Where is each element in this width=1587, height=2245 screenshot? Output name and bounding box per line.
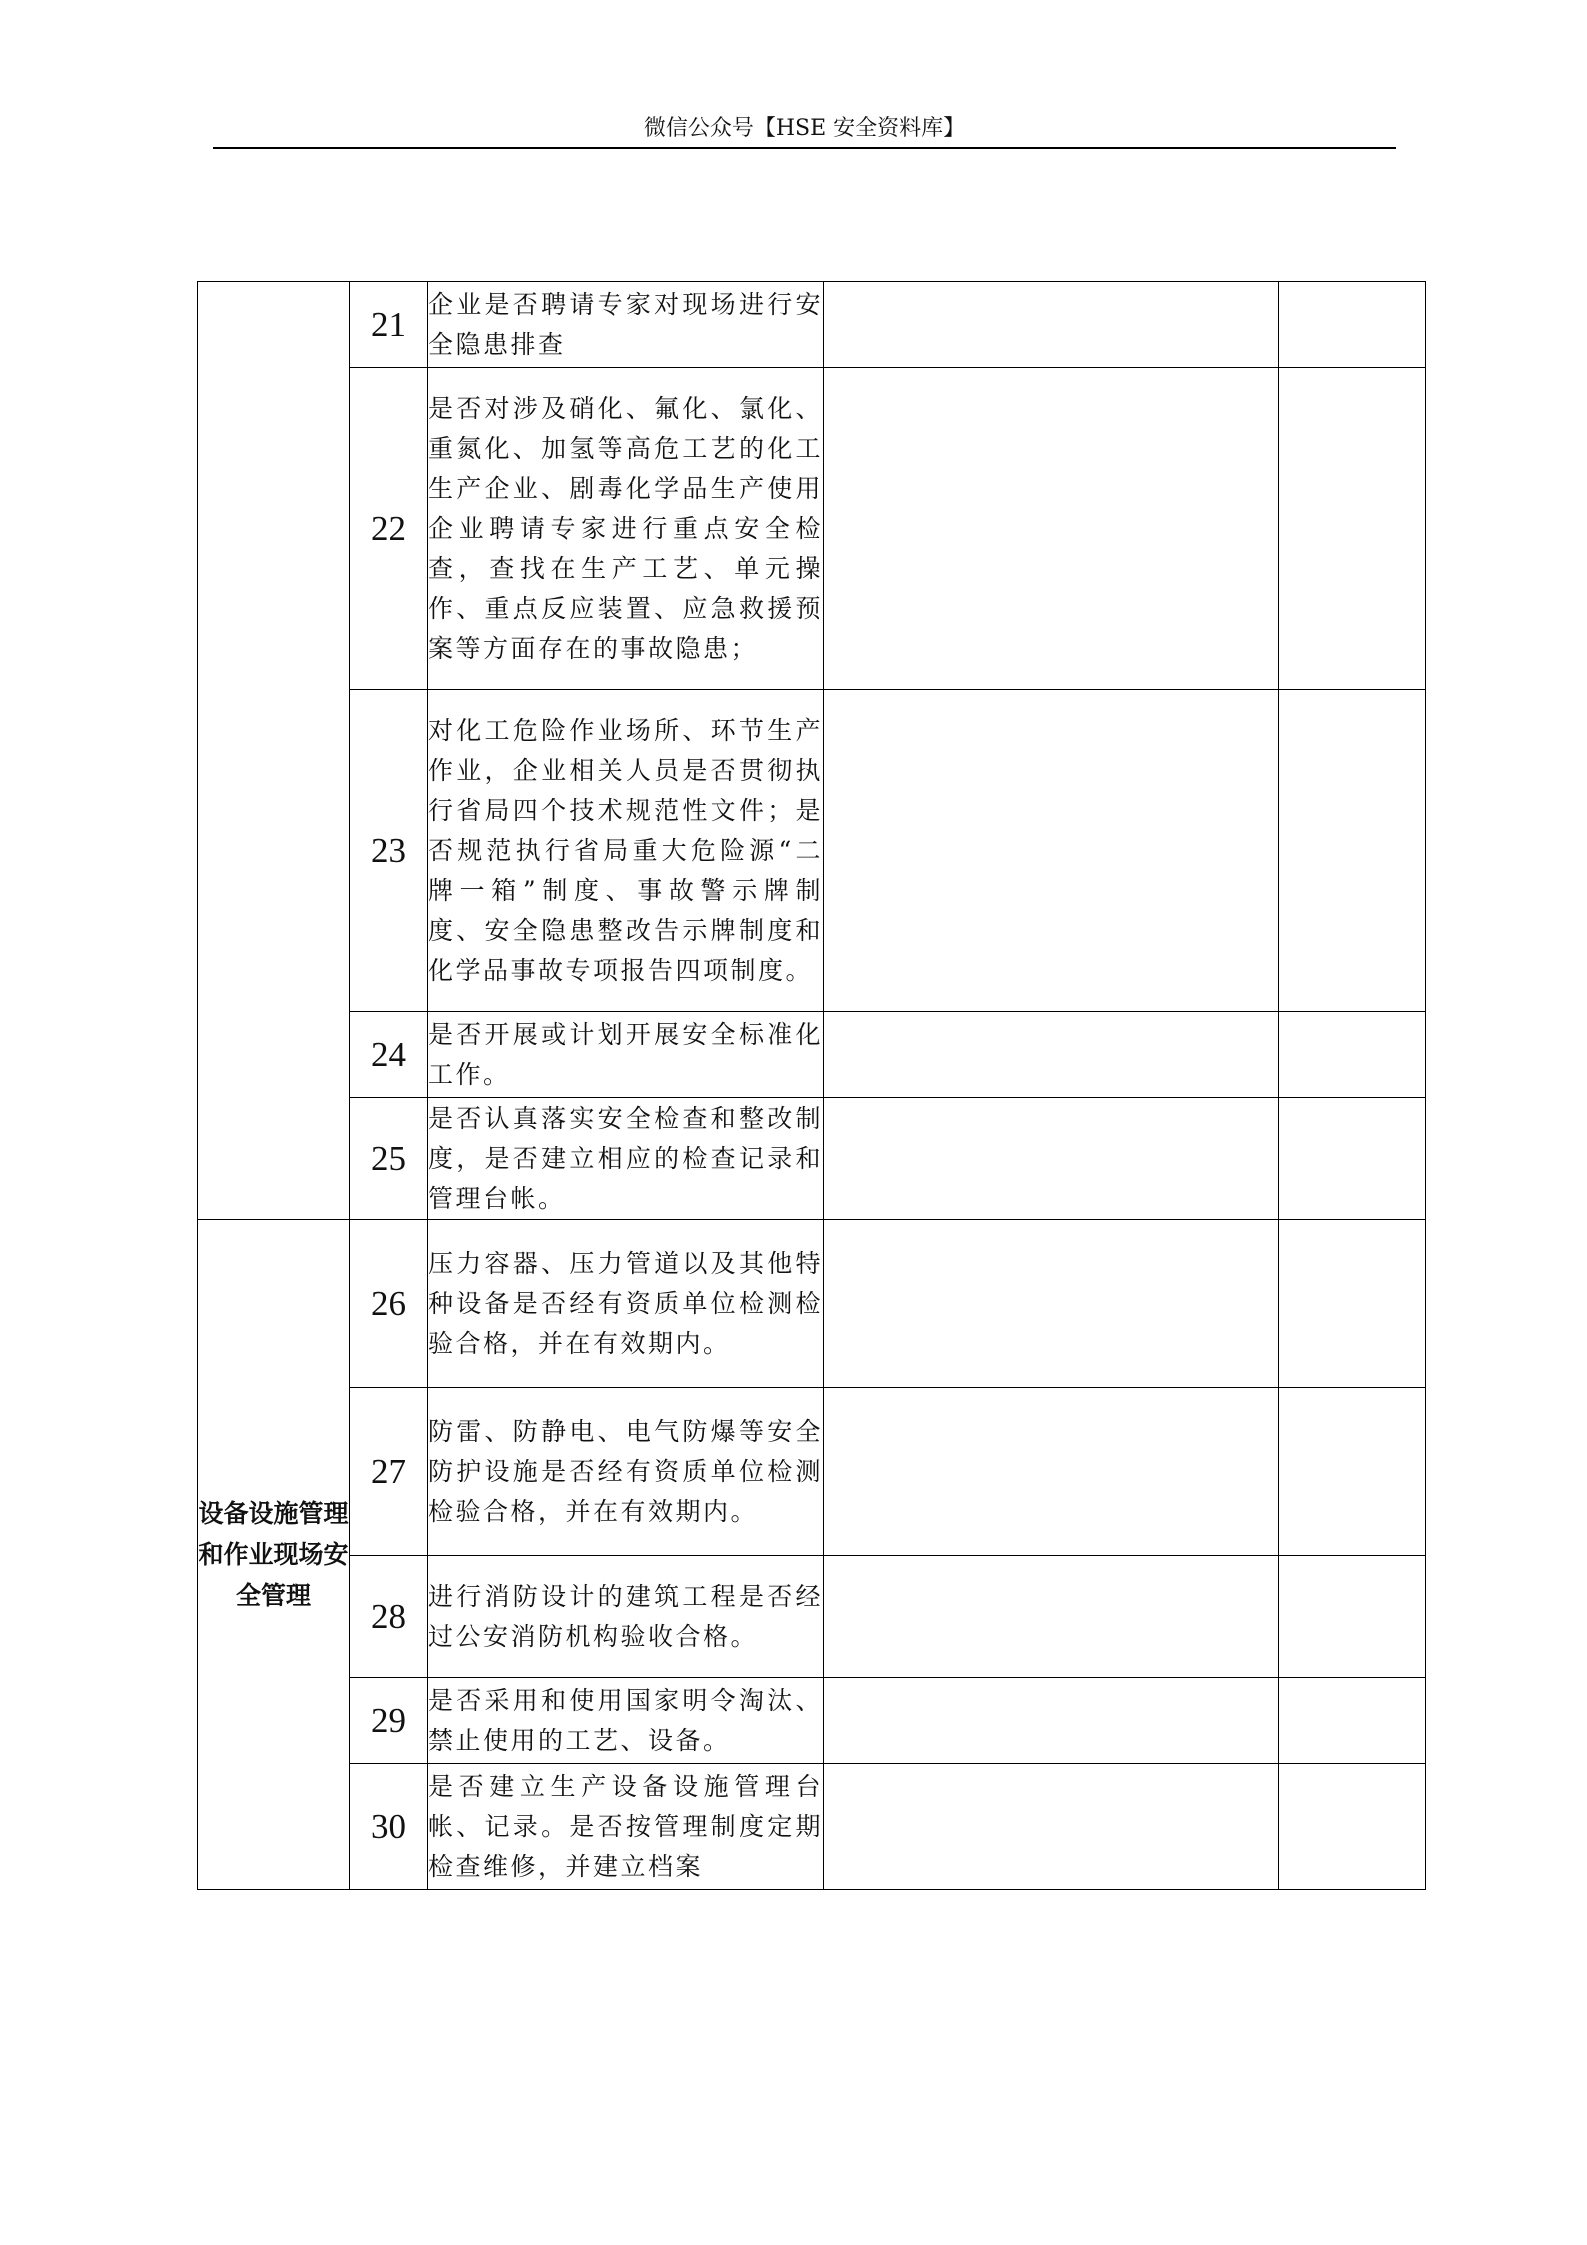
result-cell[interactable] (824, 1220, 1279, 1388)
note-cell[interactable] (1279, 282, 1426, 368)
page-header: 微信公众号【HSE 安全资料库】 (643, 116, 966, 141)
item-text: 企业是否聘请专家对现场进行安全隐患排查 (428, 282, 824, 368)
item-number: 26 (350, 1220, 428, 1388)
note-cell[interactable] (1279, 1098, 1426, 1220)
note-cell[interactable] (1279, 1012, 1426, 1098)
result-cell[interactable] (824, 368, 1279, 690)
table-row (198, 1220, 1426, 1388)
item-text: 是否采用和使用国家明令淘汰、禁止使用的工艺、设备。 (428, 1678, 824, 1764)
note-cell[interactable] (1279, 1388, 1426, 1556)
table-row (198, 1556, 1426, 1678)
item-text: 对化工危险作业场所、环节生产作业，企业相关人员是否贯彻执行省局四个技术规范性文件；是否规范执行省局重大危险源“二牌一箱”制度、事故警示牌制度、安全隐患整改告示牌制度和化学品事故专项报告四项制度。 (428, 690, 824, 1012)
item-number: 24 (350, 1012, 428, 1098)
result-cell[interactable] (824, 1388, 1279, 1556)
item-number: 27 (350, 1388, 428, 1556)
table-row (198, 690, 1426, 1012)
note-cell[interactable] (1279, 1220, 1426, 1388)
item-number: 21 (350, 282, 428, 368)
item-text: 进行消防设计的建筑工程是否经过公安消防机构验收合格。 (428, 1556, 824, 1678)
note-cell[interactable] (1279, 1764, 1426, 1890)
item-text: 是否认真落实安全检查和整改制度，是否建立相应的检查记录和管理台帐。 (428, 1098, 824, 1220)
result-cell[interactable] (824, 690, 1279, 1012)
note-cell[interactable] (1279, 690, 1426, 1012)
table-row (198, 1012, 1426, 1098)
result-cell[interactable] (824, 1678, 1279, 1764)
result-cell[interactable] (824, 1556, 1279, 1678)
table-row (198, 282, 1426, 368)
category-cell: 设备设施管理和作业现场安全管理 (198, 1220, 350, 1890)
table-row (198, 368, 1426, 690)
table-row (198, 1098, 1426, 1220)
table-row (198, 1678, 1426, 1764)
item-text: 防雷、防静电、电气防爆等安全防护设施是否经有资质单位检测检验合格，并在有效期内。 (428, 1388, 824, 1556)
table-row (198, 1388, 1426, 1556)
item-text: 是否建立生产设备设施管理台帐、记录。是否按管理制度定期检查维修，并建立档案 (428, 1764, 824, 1890)
header-rule (213, 147, 1396, 149)
inspection-table (197, 281, 1426, 1890)
item-number: 22 (350, 368, 428, 690)
result-cell[interactable] (824, 1764, 1279, 1890)
item-text: 是否开展或计划开展安全标准化工作。 (428, 1012, 824, 1098)
item-text: 压力容器、压力管道以及其他特种设备是否经有资质单位检测检验合格，并在有效期内。 (428, 1220, 824, 1388)
item-number: 25 (350, 1098, 428, 1220)
result-cell[interactable] (824, 1098, 1279, 1220)
table-row (198, 1764, 1426, 1890)
category-cell (198, 282, 350, 1220)
item-number: 30 (350, 1764, 428, 1890)
item-number: 28 (350, 1556, 428, 1678)
note-cell[interactable] (1279, 1678, 1426, 1764)
item-number: 29 (350, 1678, 428, 1764)
result-cell[interactable] (824, 1012, 1279, 1098)
item-text: 是否对涉及硝化、氟化、氯化、重氮化、加氢等高危工艺的化工生产企业、剧毒化学品生产使用企业聘请专家进行重点安全检查，查找在生产工艺、单元操作、重点反应装置、应急救援预案等方面存在的事故隐患； (428, 368, 824, 690)
note-cell[interactable] (1279, 368, 1426, 690)
note-cell[interactable] (1279, 1556, 1426, 1678)
item-number: 23 (350, 690, 428, 1012)
result-cell[interactable] (824, 282, 1279, 368)
